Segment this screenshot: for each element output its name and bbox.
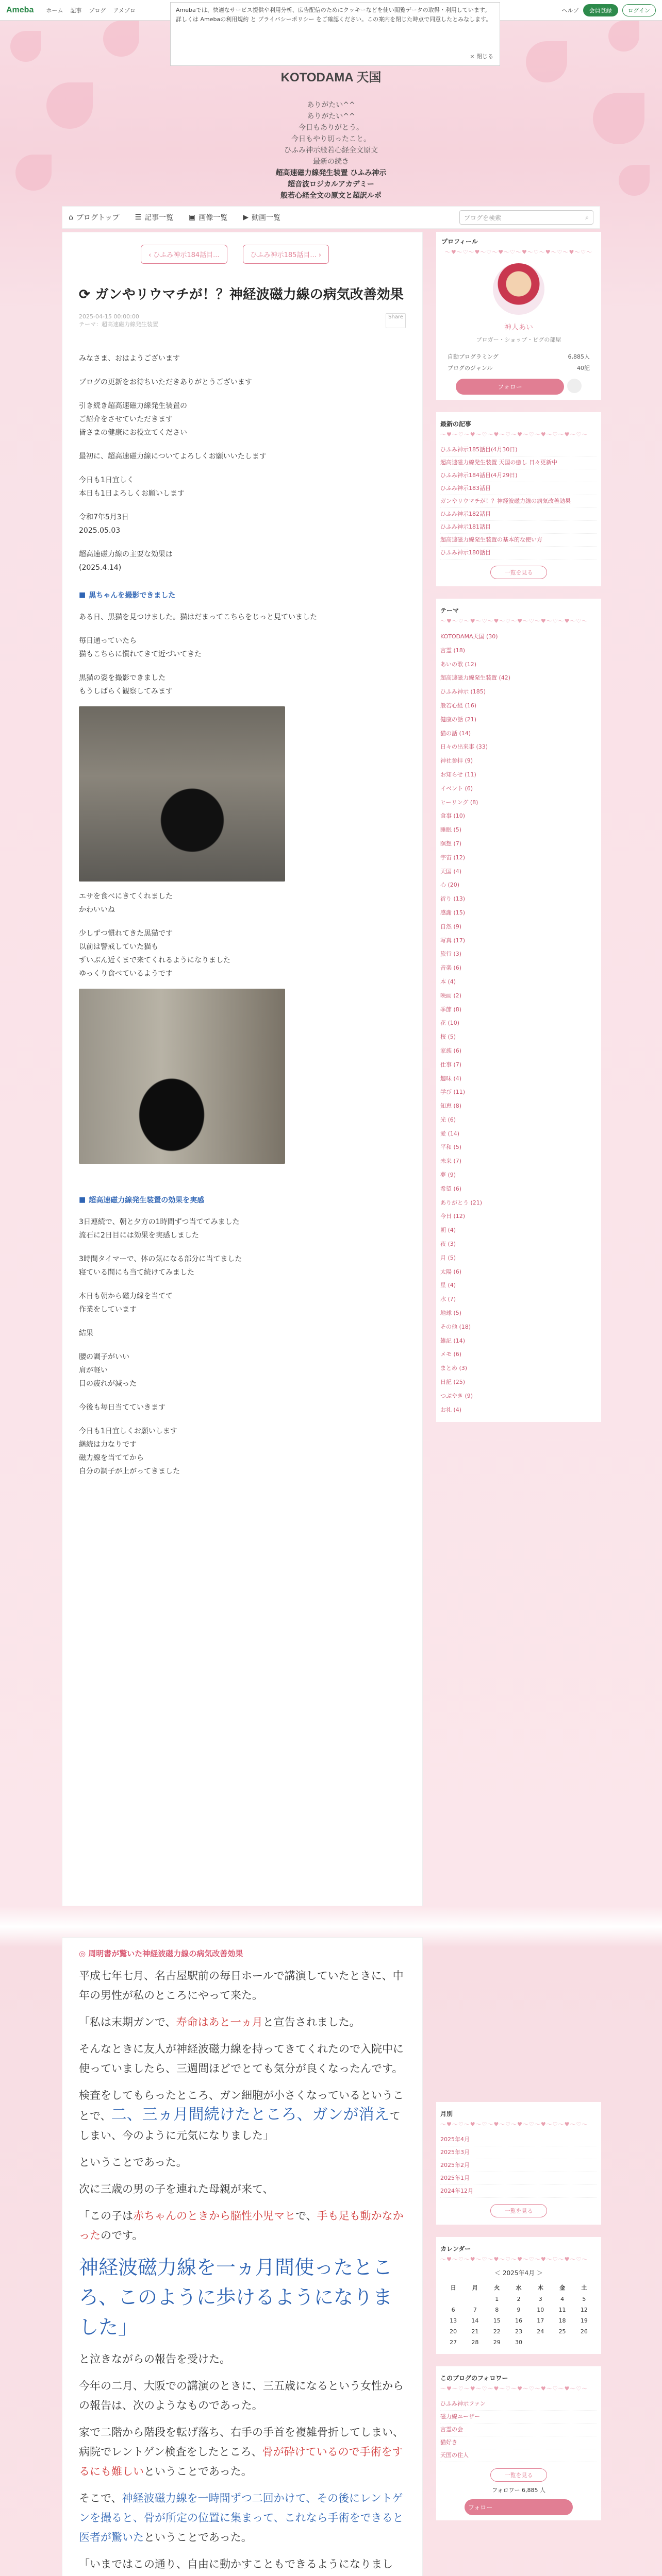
calendar-day[interactable]: 27 xyxy=(450,2339,457,2346)
calendar-day[interactable]: 6 xyxy=(451,2307,455,2313)
lower-paragraph: 検査をしてもらったところ、ガン細胞が小さくなっているということで、二、三ヵ月間続けたところ、ガンが消えてしまい、今のように元気になりました」 xyxy=(79,2089,404,2142)
body-line: 作業をしています xyxy=(79,1306,137,1314)
body-line: 少しずつ慣れてきた黒猫です xyxy=(79,929,173,938)
blog-navbar xyxy=(62,206,600,229)
lower-paragraph: 家で二階から階段を転げ落ち、右手の手首を複雑骨折してしまい、病院でレントゲン検査をしたところ、骨が砕けているので手術をするにも難しいということであった。 xyxy=(79,2426,404,2478)
body-line: (2025.4.14) xyxy=(79,564,122,572)
header-line: ひふみ神示般若心経全文原文 xyxy=(284,146,378,155)
share-button[interactable]: Share xyxy=(386,313,406,328)
follower-item[interactable]: 猫好き xyxy=(440,2436,597,2449)
month-item[interactable]: 2025年2月 xyxy=(440,2159,597,2172)
calendar-day[interactable]: 18 xyxy=(558,2317,566,2324)
theme-item[interactable]: 映画 (2) xyxy=(440,992,462,999)
nav-articles[interactable]: ☰ 記事一覧 xyxy=(135,213,174,222)
theme-item[interactable]: ひふみ神示 (185) xyxy=(440,688,486,696)
top-nav xyxy=(46,6,135,14)
profile-heading: プロフィール xyxy=(441,238,478,245)
calendar-day[interactable]: 21 xyxy=(471,2328,479,2335)
post-section-4 xyxy=(79,1215,406,1478)
recent-item[interactable]: ひふみ神示180話目 xyxy=(440,547,597,560)
body-line: 毎日通っていたら xyxy=(79,637,137,645)
next-post-link[interactable]: ひふみ神示185話目... › xyxy=(243,245,329,264)
recent-more-button[interactable]: 一覧を見る xyxy=(490,566,547,579)
wave-divider: 〜♥〜♡〜♥〜♡〜♥〜♡〜♥〜♡〜♥〜♡〜♥〜♡〜 xyxy=(440,2256,588,2263)
body-line: 最初に、超高速磁力線についてよろしくお願いいたします xyxy=(79,452,267,461)
blog-search-input[interactable]: ブログを検索 ⌕ xyxy=(459,210,593,225)
calendar-day[interactable]: 28 xyxy=(471,2339,479,2346)
login-button[interactable]: ログイン xyxy=(622,4,656,16)
theme-item[interactable]: 睡眠 (5) xyxy=(440,826,462,834)
body-line: 3時間タイマーで、体の気になる部分に当てました xyxy=(79,1255,242,1263)
theme-item[interactable]: お礼 (4) xyxy=(440,1406,462,1413)
calendar-day[interactable]: 26 xyxy=(580,2328,588,2335)
calendar-day[interactable]: 29 xyxy=(493,2339,501,2346)
theme-item[interactable]: 趣味 (4) xyxy=(440,1075,462,1082)
recent-item[interactable]: ひふみ神示185話目(4月30日) xyxy=(440,444,597,456)
reblog-icon: ⟳ xyxy=(79,286,90,302)
lower-quote: 「私は末期ガンで、寿命はあと一ヵ月と宣告されました。 xyxy=(79,2016,360,2028)
body-line: 流石に2日目には効果を実感しました xyxy=(79,1231,199,1240)
calendar-day[interactable]: 3 xyxy=(538,2296,542,2302)
month-heading: 月別 xyxy=(440,2110,453,2117)
recent-item[interactable]: ひふみ神示181話目 xyxy=(440,521,597,534)
profile-name[interactable]: 神人あい xyxy=(504,324,533,332)
follow-button[interactable]: フォロー xyxy=(465,2499,573,2515)
more-menu-button[interactable] xyxy=(567,379,582,393)
theme-item[interactable]: ヒーリング (8) xyxy=(440,799,478,806)
theme-item[interactable]: その他 (18) xyxy=(440,1323,471,1330)
theme-item[interactable]: 桜 (5) xyxy=(440,1033,456,1041)
recent-item[interactable]: ひふみ神示183話目 xyxy=(440,482,597,495)
theme-item[interactable]: 食事 (10) xyxy=(440,812,466,820)
calendar-weekday: 月 xyxy=(472,2284,478,2291)
theme-item[interactable]: 地球 (5) xyxy=(440,1310,462,1317)
avatar[interactable] xyxy=(493,263,544,315)
body-line: 継続は力なりです xyxy=(79,1440,137,1449)
profile-stat: ブログのジャンル 40記 xyxy=(448,365,590,371)
blog-header xyxy=(0,67,662,201)
body-line: 今日も1日宜しくお願いします xyxy=(79,1427,177,1435)
header-desc: 超高速磁力線発生装置 ひふみ神示 xyxy=(275,169,387,177)
calendar-day[interactable]: 10 xyxy=(537,2307,544,2313)
body-line: かわいいね xyxy=(79,906,115,914)
follower-item[interactable]: ひふみ神示ファン xyxy=(440,2398,597,2411)
theme-item[interactable]: 今日 (12) xyxy=(440,1213,466,1220)
theme-item[interactable]: 写真 (17) xyxy=(440,937,466,944)
lower-paragraph: そこで、神経波磁力線を一時間ずつ二回かけて、その後にレントゲンを撮ると、骨が所定の位置に集まって、これなら手術をできると医者が驚いたということであった。 xyxy=(79,2492,404,2544)
body-line: 今後も毎日当てていきます xyxy=(79,1403,166,1412)
theme-widget xyxy=(436,599,601,1422)
calendar-day[interactable]: 19 xyxy=(580,2317,588,2324)
body-line xyxy=(79,661,406,671)
wave-divider: 〜♥〜♡〜♥〜♡〜♥〜♡〜♥〜♡〜♥〜♡〜♥〜♡〜 xyxy=(440,618,588,624)
follower-item[interactable]: 言霊の会 xyxy=(440,2424,597,2436)
recent-heading: 最新の記事 xyxy=(440,420,472,428)
calendar-day[interactable]: 12 xyxy=(580,2307,588,2313)
theme-item[interactable]: 仕事 (7) xyxy=(440,1061,462,1068)
body-line xyxy=(79,389,406,399)
prev-post-link[interactable]: ‹ ひふみ神示184話目... xyxy=(141,245,227,264)
body-line xyxy=(79,917,406,927)
image-icon: ▣ xyxy=(189,213,196,222)
article-main xyxy=(62,232,423,1906)
calendar-day[interactable]: 7 xyxy=(473,2307,477,2313)
post-title[interactable]: ⟳ ガンやリウマチが！？神経波磁力線の病気改善効果 xyxy=(79,284,406,304)
follower-list xyxy=(440,2398,597,2462)
recent-widget xyxy=(436,412,601,586)
calendar-day[interactable]: 13 xyxy=(450,2317,457,2324)
calendar-widget xyxy=(436,2237,601,2354)
recent-item[interactable]: ひふみ神示184話目(4月29日) xyxy=(440,469,597,482)
body-line: みなさま、おはようございます xyxy=(79,354,180,363)
video-icon: ▶ xyxy=(243,213,249,222)
theme-item[interactable]: メモ (6) xyxy=(440,1351,462,1358)
top-nav-ameblo[interactable]: アメブロ xyxy=(113,7,136,14)
lower-paragraph: 「いまではこの通り、自由に動かすこともできるようになりまし xyxy=(79,2558,393,2570)
body-line: 寝ている間にも当て続けてみました xyxy=(79,1268,194,1277)
blog-title[interactable]: KOTODAMA 天国 xyxy=(280,71,382,84)
body-line: 2025.05.03 xyxy=(79,527,121,535)
follow-area xyxy=(440,2499,597,2515)
theme-item[interactable]: 季節 (8) xyxy=(440,1006,462,1013)
body-line: ご紹介をさせていただきます xyxy=(79,415,173,423)
search-icon: ⌕ xyxy=(585,213,589,221)
body-line: もうしばらく観察してみます xyxy=(79,687,173,696)
petal-decor xyxy=(608,21,639,52)
theme-item[interactable]: 本 (4) xyxy=(440,978,456,985)
black-cat-photo[interactable] xyxy=(79,706,285,882)
lower-paragraph: ということであった。 xyxy=(79,2156,187,2168)
followers-widget xyxy=(436,2366,601,2520)
body-line: 猫もこちらに慣れてきて近づいてきた xyxy=(79,650,202,658)
cookie-close-button[interactable]: × 閉じる xyxy=(470,53,493,60)
home-icon: ⌂ xyxy=(69,213,73,222)
recent-item[interactable]: ガンやリウマチが！？神経波磁力線の病気改善効果 xyxy=(440,495,597,508)
calendar-weekday: 水 xyxy=(516,2284,522,2291)
followers-more-button[interactable]: 一覧を見る xyxy=(490,2468,547,2482)
top-nav-articles[interactable]: 記事 xyxy=(70,7,82,14)
wave-divider: 〜♥〜♡〜♥〜♡〜♥〜♡〜♥〜♡〜♥〜♡〜♥〜♡〜 xyxy=(444,249,593,256)
theme-item[interactable]: 旅行 (3) xyxy=(440,951,462,958)
theme-item[interactable]: 超高速磁力線発生装置 (42) xyxy=(440,674,511,682)
theme-item[interactable]: 猫の話 (14) xyxy=(440,730,471,737)
body-line: 今日も1日宜しく xyxy=(79,476,134,484)
theme-item[interactable]: 花 (10) xyxy=(440,1020,460,1027)
theme-item[interactable]: 言霊 (18) xyxy=(440,647,466,654)
body-line: 結果 xyxy=(79,1329,93,1337)
theme-item[interactable]: 般若心経 (16) xyxy=(440,702,477,709)
calendar-day[interactable]: 11 xyxy=(558,2307,566,2313)
recent-item[interactable]: ひふみ神示182話目 xyxy=(440,508,597,521)
followers-count: フォロワー 6,885 人 xyxy=(492,2487,545,2494)
profile-desc: ブロガー・ショップ・ピグの部屋 xyxy=(476,336,561,343)
calendar-day[interactable]: 22 xyxy=(493,2328,501,2335)
lower-paragraph: そんなときに友人が神経波磁力線を持ってきてくれたので入院中に使っていましたら、三週間ほどでとても気分が良くなったんです。 xyxy=(79,2043,404,2075)
body-line: ある日、黒猫を見つけました。猫はだまってこちらをじっと見ていました xyxy=(79,613,317,621)
theme-item[interactable]: 宇宙 (12) xyxy=(440,854,466,861)
theme-item[interactable]: 日記 (25) xyxy=(440,1379,466,1386)
help-link[interactable]: ヘルプ xyxy=(561,7,579,14)
lower-paragraph: 次に三歳の男の子を連れた母親が来て、 xyxy=(79,2183,274,2195)
lower-paragraph: と泣きながらの報告を受けた。 xyxy=(79,2353,230,2365)
wave-divider: 〜♥〜♡〜♥〜♡〜♥〜♡〜♥〜♡〜♥〜♡〜♥〜♡〜 xyxy=(440,2121,588,2128)
calendar-day[interactable]: 17 xyxy=(537,2317,544,2324)
nav-blogtop[interactable]: ⌂ ブログトップ xyxy=(69,213,120,222)
calendar-day[interactable]: 30 xyxy=(515,2339,522,2346)
theme-list xyxy=(440,630,597,1417)
follow-area xyxy=(441,379,596,395)
ameba-logo[interactable]: Ameba xyxy=(6,5,34,14)
body-line: ブログの更新をお待ちいただきありがとうございます xyxy=(79,378,252,386)
month-item[interactable]: 2024年12月 xyxy=(440,2185,597,2198)
calendar-weekday: 金 xyxy=(559,2284,566,2291)
post-date: 2025-04-15 00:00:00 xyxy=(79,313,139,320)
follow-button[interactable]: フォロー xyxy=(456,379,564,395)
calendar-day[interactable]: 15 xyxy=(493,2317,501,2324)
theme-item[interactable]: 神社参拝 (9) xyxy=(440,757,473,765)
theme-item[interactable]: つぶやき (9) xyxy=(440,1392,473,1399)
calendar-day[interactable]: 16 xyxy=(515,2317,522,2324)
calendar-day[interactable]: 1 xyxy=(495,2296,499,2302)
calendar-day xyxy=(442,2296,464,2302)
body-line xyxy=(79,1414,406,1425)
body-line xyxy=(79,537,406,548)
lower-paragraph: 平成七年七月、名古屋駅前の毎日ホールで講演していたときに、中年の男性が私のところにやって来た。 xyxy=(79,1970,404,2002)
theme-item[interactable]: 夢 (9) xyxy=(440,1172,456,1179)
header-desc: 超音波ロジカルアカデミー xyxy=(288,180,374,189)
list-icon: ☰ xyxy=(135,213,142,222)
calendar-day[interactable]: 24 xyxy=(537,2328,544,2335)
post-section-3 xyxy=(79,890,406,980)
profile-stat: 自動プログラミング 6,885人 xyxy=(448,353,590,360)
post-meta xyxy=(79,313,406,328)
body-line xyxy=(79,1242,406,1252)
body-line: エサを食べにきてくれました xyxy=(79,892,173,901)
theme-item[interactable]: 雑記 (14) xyxy=(440,1337,466,1344)
calendar-day[interactable]: 25 xyxy=(558,2328,566,2335)
calendar-heading: カレンダー xyxy=(440,2245,471,2252)
theme-item[interactable]: 夜 (3) xyxy=(440,1241,456,1248)
calendar-day[interactable]: 14 xyxy=(471,2317,479,2324)
theme-item[interactable]: 朝 (4) xyxy=(440,1227,456,1234)
month-item[interactable]: 2025年3月 xyxy=(440,2146,597,2159)
theme-item[interactable]: 水 (7) xyxy=(440,1296,456,1303)
top-nav-home[interactable]: ホーム xyxy=(46,7,63,14)
body-line: 皆さまの健康にお役立てください xyxy=(79,429,187,437)
body-line xyxy=(79,439,406,450)
theme-item[interactable]: 星 (4) xyxy=(440,1282,456,1289)
calendar-day xyxy=(464,2296,486,2302)
sidebar-lower xyxy=(436,1937,601,2576)
body-line xyxy=(79,624,406,634)
body-line xyxy=(79,365,406,376)
post-section-1 xyxy=(79,352,406,574)
cookie-notice xyxy=(170,2,500,66)
theme-item[interactable]: 健康の話 (21) xyxy=(440,716,477,723)
body-line: 肩が軽い xyxy=(79,1366,108,1375)
signup-button[interactable]: 会員登録 xyxy=(583,4,618,16)
theme-item[interactable]: 学び (11) xyxy=(440,1089,466,1096)
bullet-icon: ■ xyxy=(79,591,86,599)
theme-item[interactable]: 心 (20) xyxy=(440,882,460,889)
profile-widget xyxy=(436,232,601,400)
close-icon: × xyxy=(470,53,476,60)
calendar-day[interactable]: 5 xyxy=(582,2296,586,2302)
post-section-2 xyxy=(79,611,406,698)
calendar-day[interactable]: 23 xyxy=(515,2328,522,2335)
month-widget xyxy=(436,2102,601,2225)
theme-item[interactable]: 平和 (5) xyxy=(440,1144,462,1151)
followers-heading: このブログのフォロワー xyxy=(440,2375,508,2382)
lower-quote: 「この子は赤ちゃんのときから脳性小児マヒで、手も足も動かなかったのです。 xyxy=(79,2210,404,2242)
body-line xyxy=(79,500,406,511)
theme-item[interactable]: 家族 (6) xyxy=(440,1047,462,1054)
calendar-grid xyxy=(440,2280,597,2349)
theme-item[interactable]: ありがとう (21) xyxy=(440,1199,483,1206)
header-line: 今日もありがとう。 xyxy=(299,124,363,132)
body-line: ゆっくり食べているようです xyxy=(79,970,173,978)
header-desc: 般若心経全文の原文と超訳ルポ xyxy=(280,192,382,200)
theme-item[interactable]: 自然 (9) xyxy=(440,923,462,930)
theme-item[interactable]: 愛 (14) xyxy=(440,1130,460,1137)
petal-decor xyxy=(10,31,41,62)
header-line: 今日もやり切ったこと。 xyxy=(291,135,371,143)
theme-item[interactable]: 太陽 (6) xyxy=(440,1268,462,1275)
theme-item[interactable]: 音楽 (6) xyxy=(440,964,462,972)
body-line: 令和7年5月3日 xyxy=(79,513,129,521)
recent-list xyxy=(440,444,597,560)
sidebar xyxy=(436,232,601,1906)
theme-item[interactable]: KOTODAMA天国 (30) xyxy=(440,633,498,640)
body-line: 引き続き超高速磁力線発生装置の xyxy=(79,402,187,410)
cookie-notice-text: Amebaでは、快適なサービス提供や利用分析、広告配信のためにクッキーなどを使い閲覧データの取得・利用しています。詳しくは Amebaの利用規約 と プライバシーポリシー をご確認ください。この案内を閉じた時点で同意したとみなします。 xyxy=(176,7,492,23)
body-line: 3日連続で、朝と夕方の1時間ずつ当ててみました xyxy=(79,1218,240,1226)
theme-item[interactable]: 知恵 (8) xyxy=(440,1103,462,1110)
theme-heading: テーマ xyxy=(440,607,459,614)
theme-item[interactable]: 祈り (13) xyxy=(440,895,466,903)
body-line: 腰の調子がいい xyxy=(79,1353,129,1361)
calendar-day[interactable]: 20 xyxy=(450,2328,457,2335)
theme-item[interactable]: 天国 (4) xyxy=(440,868,462,875)
body-line: 黒猫の姿を撮影できました xyxy=(79,674,166,682)
wave-divider: 〜♥〜♡〜♥〜♡〜♥〜♡〜♥〜♡〜♥〜♡〜♥〜♡〜 xyxy=(440,431,588,438)
calendar-weekday: 土 xyxy=(581,2284,587,2291)
calendar-day[interactable]: 4 xyxy=(560,2296,565,2302)
theme-item[interactable]: 希望 (6) xyxy=(440,1185,462,1192)
calendar-title[interactable]: ＜ 2025年4月 ＞ xyxy=(494,2269,543,2277)
lower-heading: ◎ 周明書が驚いた神経波磁力線の病気改善効果 xyxy=(79,1949,243,1958)
body-line xyxy=(79,1340,406,1350)
theme-item[interactable]: イベント (6) xyxy=(440,785,473,792)
post-theme[interactable]: テーマ：超高速磁力線発生装置 xyxy=(79,321,158,328)
petal-decor xyxy=(103,21,139,57)
theme-item[interactable]: まとめ (3) xyxy=(440,1365,468,1372)
theme-item[interactable]: お知らせ (11) xyxy=(440,771,476,778)
section-heading: ■ 超高速磁力線発生装置の効果を実感 xyxy=(79,1196,205,1205)
header-line: ありがたい^^ xyxy=(307,101,355,109)
nav-videos[interactable]: ▶ 動画一覧 xyxy=(243,213,281,222)
month-item[interactable]: 2025年4月 xyxy=(440,2133,597,2146)
section-heading: ■ 黒ちゃんを撮影できました xyxy=(79,591,176,600)
recent-item[interactable]: 超高速磁力線発生装置の基本的な使い方 xyxy=(440,534,597,547)
top-nav-blog[interactable]: ブログ xyxy=(89,7,106,14)
lower-big-quote: 神経波磁力線を一ヵ月間使ったところ、このように歩けるようになりました」 xyxy=(79,2256,393,2338)
prev-next-nav xyxy=(141,245,406,264)
body-line xyxy=(79,1391,406,1401)
calendar-day[interactable]: 2 xyxy=(517,2296,521,2302)
calendar-day[interactable]: 8 xyxy=(495,2307,499,2313)
header-line: ありがたい^^ xyxy=(307,112,355,121)
post-body xyxy=(79,352,406,1478)
theme-item[interactable]: 光 (6) xyxy=(440,1116,456,1123)
body-line: 本日も朝から磁力線を当てて xyxy=(79,1292,173,1300)
month-item[interactable]: 2025年1月 xyxy=(440,2172,597,2185)
body-line: 超高速磁力線の主要な効果は xyxy=(79,550,173,558)
follower-item[interactable]: 天国の住人 xyxy=(440,2449,597,2462)
lower-paragraph: 今年の二月、大阪での講演のときに、三五歳になるという女性からの報告は、次のようなものであった。 xyxy=(79,2380,404,2412)
body-line: 自分の調子が上がってきました xyxy=(79,1467,180,1476)
black-cat-photo[interactable] xyxy=(79,989,285,1164)
nav-images[interactable]: ▣ 画像一覧 xyxy=(189,213,228,222)
body-line: ずいぶん近くまで来てくれるようになりました xyxy=(79,956,230,964)
theme-item[interactable]: あいの歌 (12) xyxy=(440,660,477,668)
body-line: 以前は警戒していた猫も xyxy=(79,943,158,951)
calendar-weekday: 木 xyxy=(537,2284,543,2291)
body-line: 磁力線を当ててから xyxy=(79,1454,144,1462)
article-continued xyxy=(62,1937,423,2576)
theme-item[interactable]: 日々の出来事 (33) xyxy=(440,743,488,751)
body-line xyxy=(79,463,406,473)
calendar-weekday: 火 xyxy=(494,2284,500,2291)
month-list xyxy=(440,2133,597,2198)
body-line xyxy=(79,1279,406,1290)
wave-divider: 〜♥〜♡〜♥〜♡〜♥〜♡〜♥〜♡〜♥〜♡〜♥〜♡〜 xyxy=(440,2385,588,2392)
month-more-button[interactable]: 一覧を見る xyxy=(490,2204,547,2217)
body-line: 目の疲れが減った xyxy=(79,1380,137,1388)
recent-item[interactable]: 超高速磁力線発生装置 天国の癒し 日々更新中 xyxy=(440,456,597,469)
theme-item[interactable]: 未来 (7) xyxy=(440,1158,462,1165)
calendar-day[interactable]: 9 xyxy=(517,2307,521,2313)
body-line: 本日も1日よろしくお願いします xyxy=(79,489,185,498)
body-line xyxy=(79,1316,406,1327)
follower-item[interactable]: 磁力線ユーザー xyxy=(440,2411,597,2424)
header-line: 最新の続き xyxy=(313,158,349,166)
theme-item[interactable]: 瞑想 (7) xyxy=(440,840,462,847)
theme-item[interactable]: 感謝 (15) xyxy=(440,909,466,916)
theme-item[interactable]: 月 (5) xyxy=(440,1254,456,1261)
bullet-icon: ■ xyxy=(79,1196,86,1204)
calendar-weekday: 日 xyxy=(450,2284,456,2291)
